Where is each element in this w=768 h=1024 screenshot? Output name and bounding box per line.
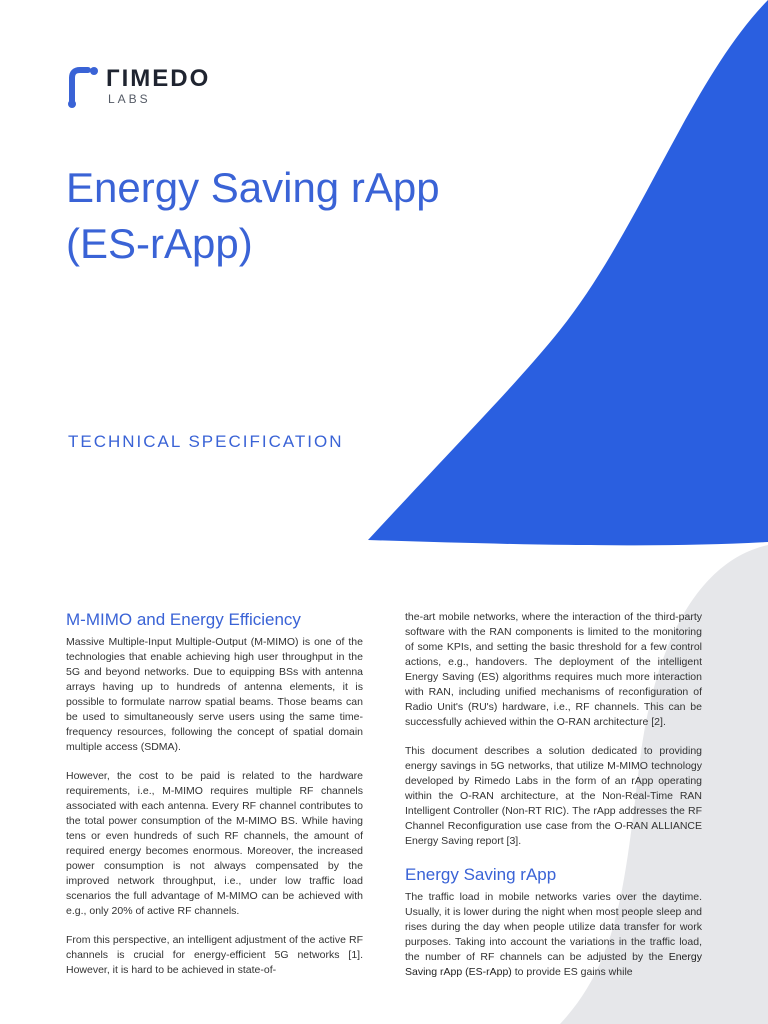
paragraph: This document describes a solution dedicated to providing energy savings in 5G networks, that utilize M-MIMO technology developed by Rimedo Labs in the form of an rApp operating within the O-RAN architecture, at the Non-Real-Time RAN Intelligent Controller (Non-RT RIC). The rApp addresses the RF Channel Reconfiguration use case from the O-RAN ALLIANCE Energy Saving report [3]. [405, 745, 702, 847]
paragraph: From this perspective, an intelligent adjustment of the active RF channels is crucial for energy-efficient 5G networks [1]. However, it is hard to be achieved in state-of- [66, 934, 363, 976]
paragraph [405, 890, 702, 980]
section-heading-es-rapp: Energy Saving rApp [405, 865, 557, 884]
logo-sub: LABS [108, 92, 151, 106]
paragraph: the-art mobile networks, where the interaction of the third-party software with the RAN components is limited to the monitoring of some KPIs, and setting the basic threshold for a few control actions, e.g., handovers. The deployment of the intelligent Energy Saving (ES) algorithms requires much more interaction with RAN, including unified mechanisms of reconfiguration of Radio Unit's (RU's) hardware, i.e., RF channels. This can be successfully achieved within the O-RAN architecture [2]. [405, 611, 702, 728]
rimedo-logo-icon [66, 66, 100, 110]
text-run: to provide ES gains while [511, 966, 633, 978]
title-line-2: (ES-rApp) [66, 220, 253, 267]
paragraph: Massive Multiple-Input Multiple-Output (M-MIMO) is one of the technologies that enable achieving high user throughput in the 5G and beyond networks. Due to equipping BSs with antenna arrays having up to hundreds of antenna elements, it is possible to formulate narrow spatial beams. Those beams can be used to simultaneously serve users using the same time-frequency resources, following the concept of spatial domain multiple access (SDMA). [66, 636, 363, 753]
rimedo-labs-logo [66, 66, 210, 110]
blue-wave-shape [368, 0, 768, 545]
paragraph: However, the cost to be paid is related to the hardware requirements, i.e., M-MIMO requires multiple RF channels associated with each antenna. Every RF channel contributes to the total power consumption of the M-MIMO BS. While having tens or even hundreds of such RF channels, the amount of required energy becomes enormous. Moreover, the increased power consumption is not always compensated by the improved network throughput, i.e., under low traffic load scenarios the full advantage of M-MIMO can be achieved with e.g., only 20% of active RF channels. [66, 770, 363, 917]
section-heading-mmimo: M-MIMO and Energy Efficiency [66, 610, 301, 629]
right-column [405, 610, 702, 994]
document-title [66, 160, 440, 272]
title-line-1: Energy Saving rApp [66, 164, 440, 211]
text-run: The traffic load in mobile networks varies over the daytime. Usually, it is lower during the night when most people sleep and rises during the day when people utilize data transfer for work purposes. Taking into account the variations in the traffic load, the number of RF channels can be adjusted by the [405, 891, 702, 963]
text-run-emphasis: Energy Saving rApp (ES-rApp) [405, 951, 702, 978]
logo-name: ГІMEDO [106, 65, 211, 92]
left-column [66, 608, 363, 992]
document-subtitle: TECHNICAL SPECIFICATION [68, 432, 344, 451]
